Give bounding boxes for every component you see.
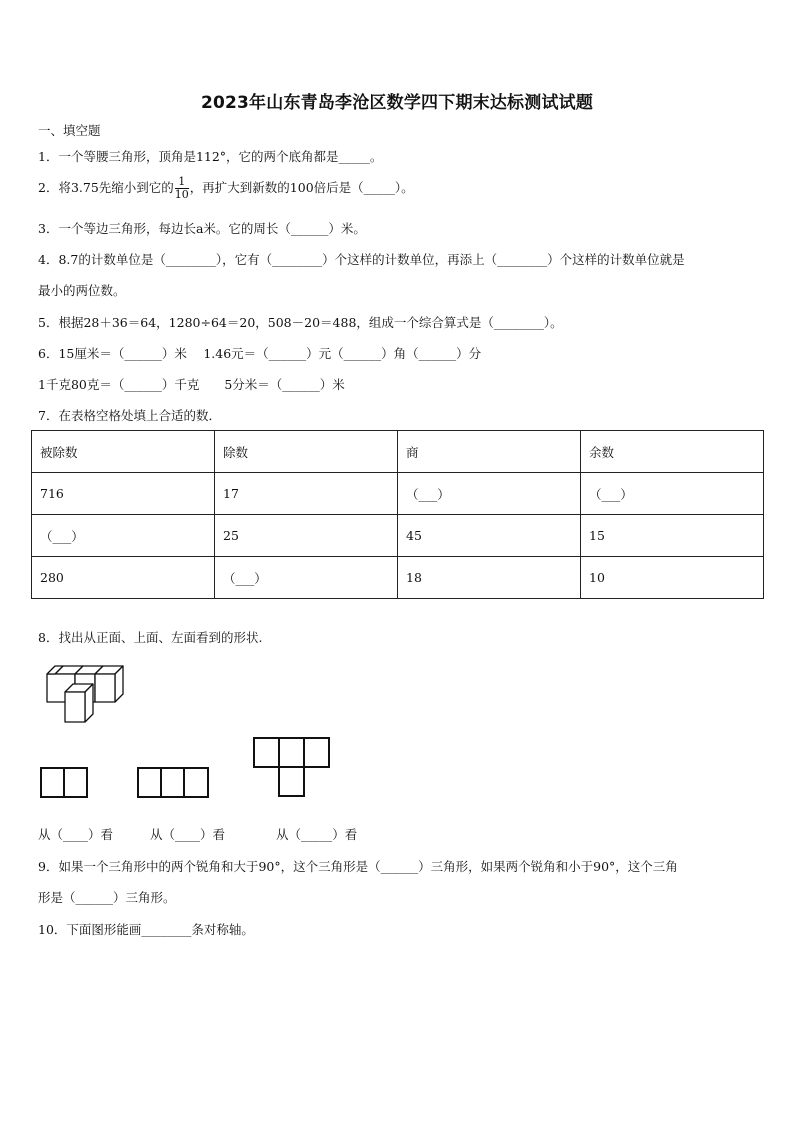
square [138,768,161,797]
question-4-line-1: 4．8.7的计数单位是（________），它有（________）个这样的计数单位，再添上（________）个这样的计数单位就是 [38,252,685,267]
square [279,738,304,767]
cube-front-face [65,692,85,722]
table-row [32,557,764,599]
fraction [175,176,189,201]
question-7: 7．在表格空格处填上合适的数． [38,408,221,423]
question-2-text-before: 2．将3.75先缩小到它的 [38,180,174,195]
question-9-line-2: 形是（______）三角形。 [38,890,176,905]
square [254,738,279,767]
table-cell: 10 [581,557,764,599]
view-three-squares [137,767,211,799]
table-cell: 25 [215,515,398,557]
question-6-line-1: 6．15厘米＝（______）米 1.46元＝（______）元（______）角（______）分 [38,346,482,361]
question-3: 3．一个等边三角形，每边长a米。它的周长（______）米。 [38,221,366,236]
table-row [32,473,764,515]
table-cell: 15 [581,515,764,557]
question-2-text-after: ，再扩大到新数的100倍后是（_____）。 [189,180,414,195]
square [161,768,184,797]
question-4-line-2: 最小的两位数。 [38,283,126,298]
view-label-1: 从（____）看 [38,827,114,842]
table-header: 商 [398,431,581,473]
question-1: 1．一个等腰三角形，顶角是112°，它的两个底角都是_____。 [38,149,383,164]
square [184,768,208,797]
table-header: 余数 [581,431,764,473]
question-9-line-1: 9．如果一个三角形中的两个锐角和大于90°，这个三角形是（______）三角形，如果两个锐角和小于90°，这个三角 [38,859,678,874]
square [41,768,64,797]
question-8: 8．找出从正面、上面、左面看到的形状. [38,630,263,645]
division-table [31,430,764,599]
table-row [32,515,764,557]
table-cell: 18 [398,557,581,599]
question-2 [38,176,414,201]
view-t-shape [253,737,331,799]
view-label-3: 从（_____）看 [276,827,358,842]
view-two-squares [40,767,90,799]
fraction-denominator: 10 [174,188,189,201]
square [64,768,87,797]
question-10: 10．下面图形能画________条对称轴。 [38,922,254,937]
fraction-numerator: 1 [175,176,189,189]
view-label-2: 从（____）看 [150,827,226,842]
table-cell: （___） [215,557,398,599]
table-header: 被除数 [32,431,215,473]
cube-stack-figure [40,662,150,728]
table-cell: （___） [581,473,764,515]
table-header-row [32,431,764,473]
table-cell: 280 [32,557,215,599]
table-cell: （___） [32,515,215,557]
square [304,738,329,767]
table-cell: 716 [32,473,215,515]
table-cell: 45 [398,515,581,557]
table-cell: （___） [398,473,581,515]
section-heading: 一、填空题 [38,123,101,138]
cube-front-face [95,674,115,702]
table-header: 除数 [215,431,398,473]
question-5: 5．根据28＋36＝64，1280÷64＝20，508－20＝488，组成一个综合算式是（________）。 [38,315,563,330]
square [279,767,304,796]
table-cell: 17 [215,473,398,515]
page-title: 2023年山东青岛李沧区数学四下期末达标测试试题 [200,93,594,113]
question-6-line-2: 1千克80克＝（______）千克 5分米＝（______）米 [38,377,345,392]
